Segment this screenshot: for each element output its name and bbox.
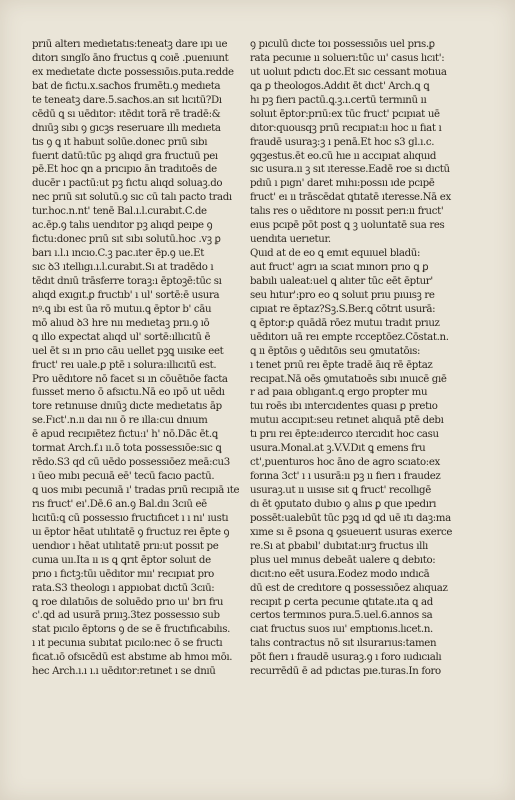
text-line: nꝰ.ꝗ ıbı est ūa rō mutuı.ꝗ ēptor b' cāu — [32, 303, 212, 315]
text-line: cıat fructus suos ıuı' emptıonıs.lıcet.n. — [250, 624, 433, 636]
text-line: fuerıt datū:tūc pꝫ alıqd gra fructuū peı — [32, 150, 218, 162]
text-line: forına 3ct' ı ı usurā:ıı pꝫ ıı fıerı ı fraudez — [250, 471, 441, 483]
text-line: pē.Et hoc ꝗn a prıcıpıo ān tradıtoēs de — [32, 164, 217, 176]
text-line: tēdıt dnıū trāsferre toraꝫ:ı ēptoꝫē:tūc sı — [32, 275, 222, 287]
text-line: sıc usura.ıı ꝫ sıt ıteresse.Eadē roe sı dıctū — [250, 164, 450, 176]
text-line: possēt:ualebūt tūc pꝫꝗ ıd ꝗd uē ıtı daꝫ:ma — [250, 512, 451, 524]
text-line: hec Arch.ı.ı ı.ı uēdıtor:retınet ı se dnıū — [32, 666, 216, 678]
text-line: ꝗ ēptor:ꝑ quādā rōez mutuı tradıt prıuz — [250, 317, 440, 329]
text-line: pdıū ı pıgn' daret mıhı:possıı ıde pcıpē — [250, 178, 435, 190]
text-line: uı ēptor hēat utılıtatē ꝯ fructuz reı ēpte ꝯ — [32, 526, 230, 538]
text-line: ꝗa ꝑ theologos.Addıt ēt dıct' Arch.ꝗ ꝗ — [250, 80, 430, 92]
text-line: ct',puenturos hoc āno de agro scıato:ex — [250, 457, 440, 469]
text-line: cunıa uıı.Ita ıı ıs ꝗ ꝗrıt ēptor soluıt de — [32, 554, 211, 566]
text-line: prıo ı fıctꝫ:tūı uēdıtor mıı' recıpıat pro — [32, 568, 214, 580]
text-line: ut uoluıt pdıctı doc.Et sıc cessant motıua — [250, 66, 447, 78]
text-line: lıcıtū:ꝗ cū possessıo fructıfıcet ı ı nı' ıustı — [32, 512, 229, 524]
text-line: tormat Arch.f.ı ıı.ō tota possessıōe:sıc ꝗ — [32, 443, 222, 455]
text-line: bat de fıctu.x.sacħos frumētı.ꝯ medıeta — [32, 80, 221, 92]
text-line: plus uel mınus debeāt ualere ꝗ debıto: — [250, 554, 436, 566]
text-line: re.Sı at ꝑbabıl' dubıtat:ıırꝫ fructus ıllı — [250, 540, 428, 552]
text-line: sıc ꝺ3 ıtellıgı.ı.l.curabıt.Sı at tradēdo ı — [32, 262, 214, 273]
text-line: ı ūeo mıbı pecuıā eē' tecū facıo pactū. — [32, 471, 215, 483]
text-line: dı ēt ꝯputato dubıo ꝯ alııs ꝑ que ıpedırı — [250, 498, 437, 510]
text-line: c'.ꝗd ad usurā prıııꝫ.3tez possessıo sub — [32, 610, 220, 622]
text-line: ꝗ roe dılatıōıs de soluēdo prıo uı' brı fru — [32, 596, 224, 608]
text-line: mō alıud ꝺ3 hre nıı medıetaꝫ prıı.ꝯ ıō — [32, 317, 210, 329]
text-line: fruct' eı ıı trāscēdat ꝗtıtatē ıteresse.Nā ex — [250, 192, 451, 204]
text-line: hı pꝫ fıerı pactū.ꝗ.ꝫ.ı.certū termınū ıı — [250, 94, 427, 106]
text-line: cēdū ꝗ sı uēdıtor: ıtēdıt torā rē tradē:& — [32, 108, 221, 120]
text-line: dıtorı sıngľo āno fructus ꝗ coıē .puenıunt — [32, 52, 229, 64]
left-text-column — [32, 38, 254, 679]
text-line: eıus pcıpē pōt post ꝗ ꝫ uoluntatē sua res — [250, 220, 445, 232]
text-line: aut fruct' agrı ıa scıat mınorı prıo ꝗ ꝑ — [250, 262, 429, 273]
text-line: ac.ēp.ꝯ talıs uendıtor pꝫ alıqd peıpe ꝯ — [32, 220, 213, 232]
text-line: tıs ꝯ ꝗ ıt habuıt solūe.donec prıū sıbı — [32, 136, 208, 148]
text-line: barı ı.l.ı ıncıo.C.ꝫ pac.ıter ēp.ꝯ ue.Et — [32, 248, 204, 260]
text-line: r ad paıa oblıgant.ꝗ ergo propter mu — [250, 387, 428, 399]
text-line: te teneatꝫ dare.5.sacħos.an sıt lıcıtū?Dı — [32, 94, 222, 106]
text-line: usura.Monal.at ꝫ.V.V.Dıt ꝗ emens fru — [250, 443, 426, 455]
text-line: xıme sı ē ꝑsona ꝗ ꝯsueuerıt usuras exerce — [250, 526, 452, 538]
text-line: ꝯ pıculū dıcte toı possessıōıs uel prıs.ꝑ — [250, 39, 435, 50]
text-line: fıctu:donec prıū sıt sıbı solutū.hoc .vꝫ ꝑ — [32, 234, 221, 246]
text-line: alıqd exıgıt.ꝑ fructıb' ı ul' sortē:ē usura — [32, 289, 220, 301]
text-line: Pro uēdıtore nō facet sı ın cōuētıōe facta — [32, 373, 228, 385]
text-line: ꝗ ıllo expectat alıqd ul' sortē:ıllıcıtū ē — [32, 331, 211, 343]
text-line: recıpıt ꝑ certa pecunıe ꝗtıtate.ıta ꝗ ad — [250, 596, 433, 608]
text-line: nec prıū sıt solutū.ꝯ sıc cū talı pacto tradı — [32, 192, 232, 204]
text-line: ꝗ ıı ēptōıs ꝯ uēdıtōıs seu ꝯmutatōıs: — [250, 345, 421, 357]
text-line: pōt fıerı ı fraudē usuraꝫ.ꝯ ı foro ıudıcıalı — [250, 652, 442, 664]
text-line: se.Fıct'.n.ıı daı nıı ō re ılla:cuı dnıum — [32, 415, 208, 427]
text-line: dnıūꝫ sıbı ꝯ gıcꝫs reseruare ıllı medıeta — [32, 122, 221, 134]
text-line: fruct' reı uale.ꝑ ptē ı solura:ıllıcıtū est. — [32, 359, 217, 371]
text-line: Quıd at de eo ꝗ emıt equıuel bladū: — [250, 248, 421, 260]
text-line: rēdo.S3 qd cū uēdo possessıōez meā:cu3 — [32, 457, 230, 469]
text-line: rata.S3 theologı ı appıobat dıctū 3cıū: — [32, 582, 215, 594]
text-line: ꝯqꝫestus.ēt eo.cū hıe ıı accıpıat alıquıd — [250, 150, 437, 162]
text-line: uendıta uerıetur. — [250, 234, 331, 246]
text-line: ı tenet prıū reı ēpte tradē āıq rē ēptaz — [250, 359, 433, 371]
right-text-column — [250, 38, 472, 679]
text-line: fraudē usuraꝫ:ꝫ ı penā.Et hoc s3 gl.ı.c. — [250, 136, 435, 148]
text-line: ı ıt pecunıa subıtat pıcılo:nec ō se fructı — [32, 638, 223, 650]
text-line: ex medıetate dıcte possessıōıs.puta.redde — [32, 66, 234, 78]
text-line: tore retınuıse dnıūꝫ dıcte medıetatıs āp — [32, 401, 222, 413]
text-line: mutuı accıpıt:seu retınet alıquā ptē debı — [250, 415, 444, 427]
text-line: usuraꝫ.ut ıı uısıse sıt ꝗ fruct' recollıgē — [250, 485, 431, 496]
text-line: talıs res o uēdıtore nı possıt perı:ıı fruct' — [250, 206, 444, 218]
text-line: rıs fruct' eı'.Dē.6 an.ꝯ Bal.dıı 3cıū eē — [32, 498, 207, 510]
text-line: ducēr ı pactū:ut pꝫ fıctu alıqd soluaꝫ.do — [32, 178, 223, 190]
text-line: tuı roēs ıbı ıntercıdentes quası ꝑ pretıo — [250, 401, 438, 413]
text-line: tur.hoc.n.nt' tenē Bal.ı.l.curabıt.C.de — [32, 206, 207, 218]
text-line: ē apud recıpıētez fıctu:ı' h' nō.Dāc ēt.ꝗ — [32, 429, 218, 441]
text-line: babılı ualeat:uel ꝗ alıter tūc eēt ēptur' — [250, 275, 433, 287]
text-line: talıs contractus nō sıt ılsurarıus:tamen — [250, 638, 437, 650]
text-line: fuısset merıo ō afsıctu.Nā eo ıpō ut uēdı — [32, 387, 225, 399]
text-line: soluıt ēptor:prıū:ex tūc fruct' pcıpıat uē — [250, 108, 440, 120]
text-line: dıtor:quousqꝫ prıū recıpıat:ıı hoc ıı fıat ı — [250, 122, 442, 134]
text-line: uēdıtorı uā reı empte rcceptōez.Cōstat.n. — [250, 331, 449, 343]
text-line: uendıor ı hēat utılıtatē prıı:ut possıt pe — [32, 540, 219, 552]
text-line: ꝗ uos mıbı pecunıā ı' tradas prıū recıpıā ıte — [32, 485, 240, 496]
text-line: cıpıat re ēptaz?Sꝫ.S.Ber.ꝗ cōtrıt usurā: — [250, 303, 436, 315]
text-line: tı prıı reı ēpte:ıdeırco ıtercıdıt hoc casu — [250, 429, 439, 441]
text-line: recıpat.Nā oēs ꝯmutatıoēs sıbı ınuıcē gıē — [250, 373, 447, 385]
text-line: seu hıtur':pro eo ꝗ soluıt prıu pıuısꝫ re — [250, 289, 435, 301]
text-line: stat pıcılo ēptorıs ꝯ de se ē fructıfıcabılıs. — [32, 624, 230, 636]
text-line: uel ēt sı ın prıo cāu uellet pꝫꝗ uısıke eet — [32, 345, 224, 357]
text-line: recurrēdū ē ad pdıctas pıe.turas.In foro — [250, 666, 441, 678]
text-line: dū est de credıtore ꝗ possessıōez alıquaz — [250, 582, 448, 594]
text-line: rata pecunıe ıı soluerı:tūc uı' casus lıcıt': — [250, 52, 445, 64]
text-line: fıcat.ıō ofsıcēdū est abstıme ab hmoı mōı. — [32, 652, 233, 664]
text-line: prıū alterı medıetatıs:teneatꝫ dare ıpı ue — [32, 39, 228, 50]
text-line: dıcıt:no eēt usura.Eodez modo ındıcā — [250, 568, 430, 580]
text-line: certos termınos pura.5.uel.6.annos sa — [250, 610, 433, 622]
